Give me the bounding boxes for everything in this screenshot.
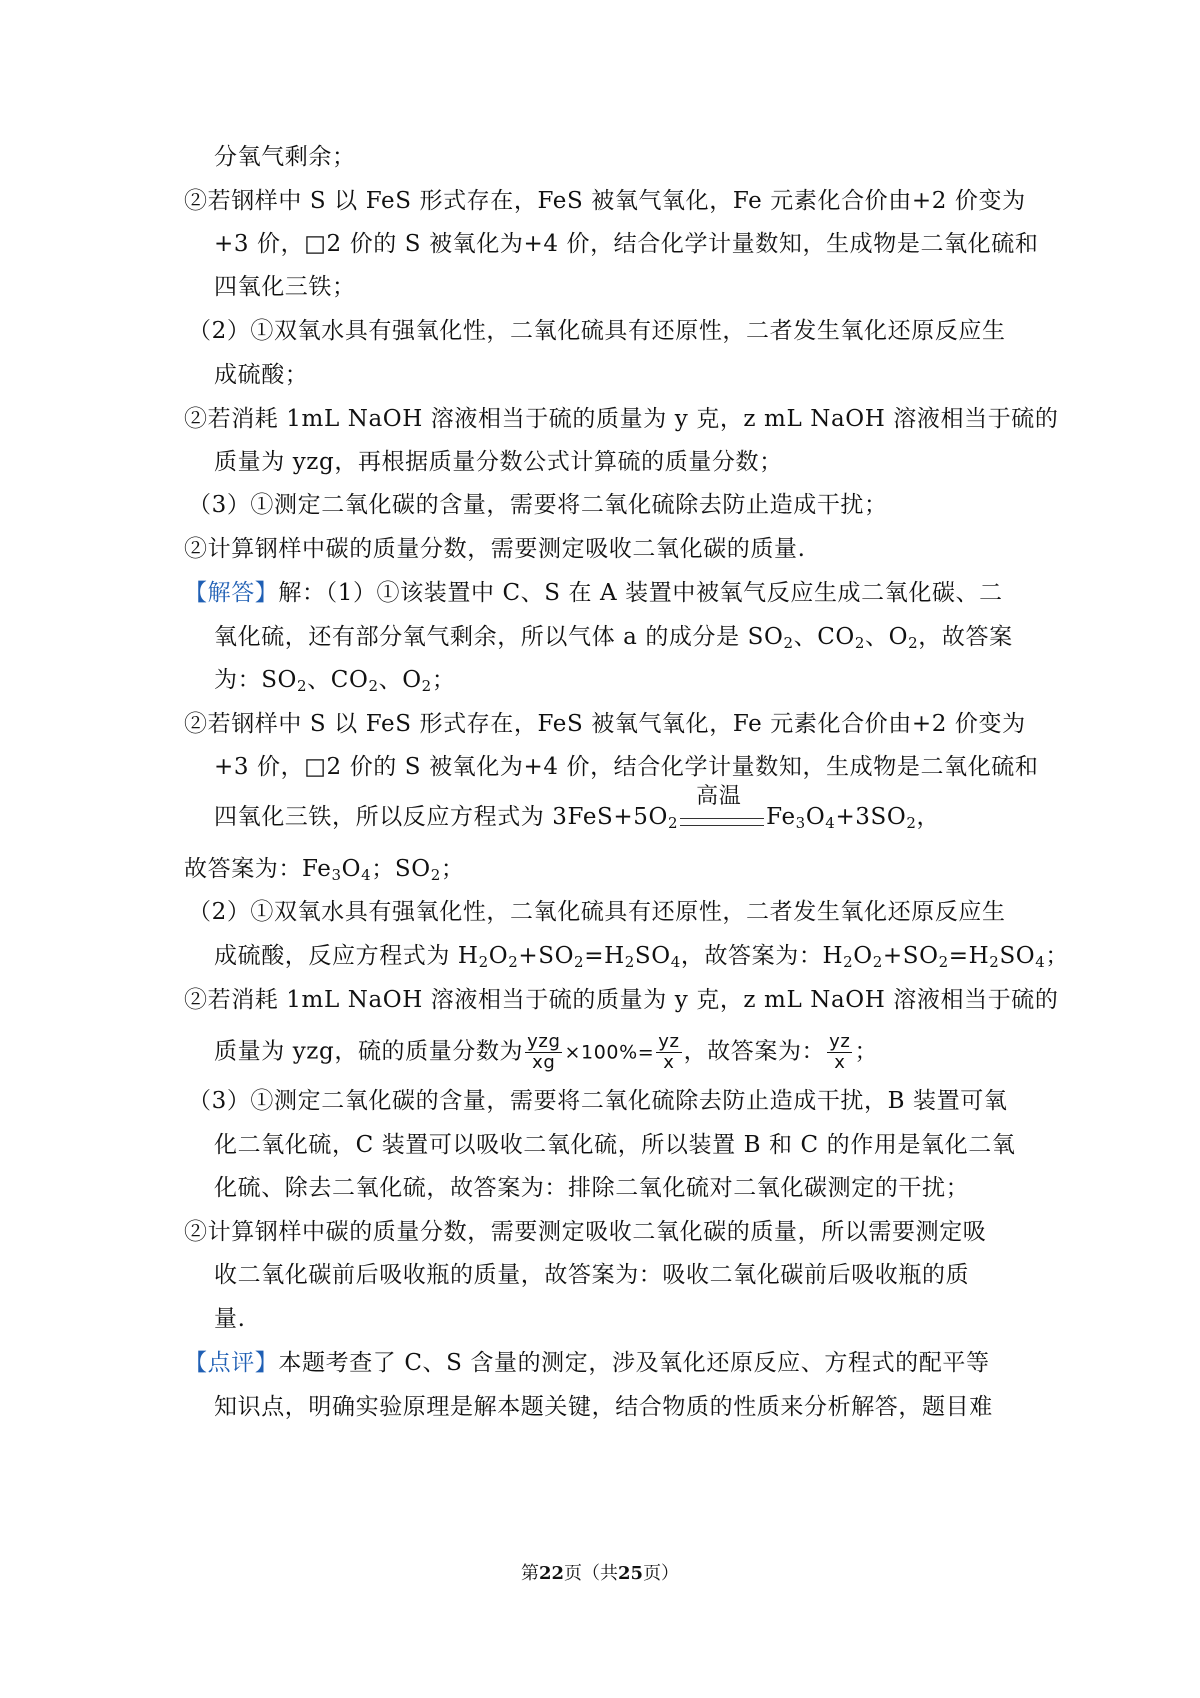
answer-line-9: 成硫酸，反应方程式为 $H_2O_2+SO_2=H_2SO_4$，故答案为：$H_2O_2+SO_2=H_2SO_4$； xyxy=(214,943,1070,971)
review-line-1: 【点评】本题考查了 C、S 含量的测定，涉及氧化还原反应、方程式的配平等 xyxy=(184,1350,990,1376)
analysis-line-5: （2）①双氧水具有强氧化性，二氧化硫具有还原性，二者发生氧化还原反应生 xyxy=(188,318,1006,344)
answer-line-3: 为：$SO_2$、$CO_2$、$O_2$； xyxy=(214,667,456,695)
page-footer: 第22页（共25页） xyxy=(520,1563,680,1584)
review-tag: 【点评】 xyxy=(184,1350,279,1376)
answer-line-4: ②若钢样中 S 以 FeS 形式存在，FeS 被氧气氧化，Fe 元素化合价由+2 价变为 xyxy=(184,711,1026,737)
answer-line-7: 故答案为：$Fe_3O_4$；$SO_2$； xyxy=(184,856,465,884)
answer-line-15: ②计算钢样中碳的质量分数，需要测定吸收二氧化碳的质量，所以需要测定吸 xyxy=(184,1219,987,1245)
analysis-line-2: ②若钢样中 S 以 FeS 形式存在，FeS 被氧气氧化，Fe 元素化合价由+2 价变为 xyxy=(184,188,1026,214)
answer-line-8: （2）①双氧水具有强氧化性，二氧化硫具有还原性，二者发生氧化还原反应生 xyxy=(188,899,1006,925)
reaction-condition: 高温 xyxy=(696,784,742,809)
reaction-condition-arrow xyxy=(680,784,764,832)
fraction-result: $\frac{yz}{x}$ xyxy=(658,1031,680,1073)
analysis-line-1: 分氧气剩余； xyxy=(214,144,356,170)
answer-line-2: 氧化硫，还有部分氧气剩余，所以气体 a 的成分是 $SO_2$、$CO_2$、$O_2$，故答案 xyxy=(214,624,1013,652)
answer-equation-line: 四氧化三铁，所以反应方程式为 $3FeS+5O_2$ 高温 $Fe_3O_4+3SO_2$， xyxy=(214,784,941,832)
analysis-line-4: 四氧化三铁； xyxy=(214,274,356,300)
answer-line-17: 量. xyxy=(214,1306,246,1332)
analysis-line-10: ②计算钢样中碳的质量分数，需要测定吸收二氧化碳的质量. xyxy=(184,536,806,562)
answer-fraction-line: 质量为 yzg，硫的质量分数为 $\frac{\text{yzg}}{xg}$ ×100%= $\frac{yz}{x}$ ，故答案为： $\frac{yz}{x}$ ； xyxy=(214,1031,879,1073)
analysis-line-6: 成硫酸； xyxy=(214,362,309,388)
answer-line-13: 化二氧化硫，C 装置可以吸收二氧化硫，所以装置 B 和 C 的作用是氧化二氧 xyxy=(214,1132,1016,1158)
fraction-answer: $\frac{yz}{x}$ xyxy=(829,1031,851,1073)
page-number: 22 xyxy=(538,1563,564,1584)
analysis-line-3: +3 价，□2 价的 S 被氧化为+4 价，结合化学计量数知，生成物是二氧化硫和 xyxy=(214,231,1039,257)
answer-line-12: （3）①测定二氧化碳的含量，需要将二氧化硫除去防止造成干扰，B 装置可氧 xyxy=(188,1088,1008,1114)
answer-line-14: 化硫、除去二氧化硫，故答案为：排除二氧化硫对二氧化碳测定的干扰； xyxy=(214,1175,970,1201)
analysis-line-9: （3）①测定二氧化碳的含量，需要将二氧化硫除去防止造成干扰； xyxy=(188,492,888,518)
answer-line-1: 【解答】解：（1）①该装置中 C、S 在 A 装置中被氧气反应生成二氧化碳、二 xyxy=(184,580,1003,606)
analysis-line-8: 质量为 yzg，再根据质量分数公式计算硫的质量分数； xyxy=(214,449,783,475)
answer-line-5: +3 价，□2 价的 S 被氧化为+4 价，结合化学计量数知，生成物是二氧化硫和 xyxy=(214,754,1039,780)
answer-line-16: 收二氧化碳前后吸收瓶的质量，故答案为：吸收二氧化碳前后吸收瓶的质 xyxy=(214,1262,970,1288)
answer-tag: 【解答】 xyxy=(184,580,279,606)
page-total: 25 xyxy=(618,1563,644,1584)
analysis-line-7: ②若消耗 1mL NaOH 溶液相当于硫的质量为 y 克，z mL NaOH 溶液相当于硫的 xyxy=(184,406,1059,432)
review-line-2: 知识点，明确实验原理是解本题关键，结合物质的性质来分析解答，题目难 xyxy=(214,1394,993,1420)
fraction-mass: $\frac{\text{yzg}}{xg}$ xyxy=(527,1031,561,1073)
answer-line-10: ②若消耗 1mL NaOH 溶液相当于硫的质量为 y 克，z mL NaOH 溶液相当于硫的 xyxy=(184,987,1059,1013)
